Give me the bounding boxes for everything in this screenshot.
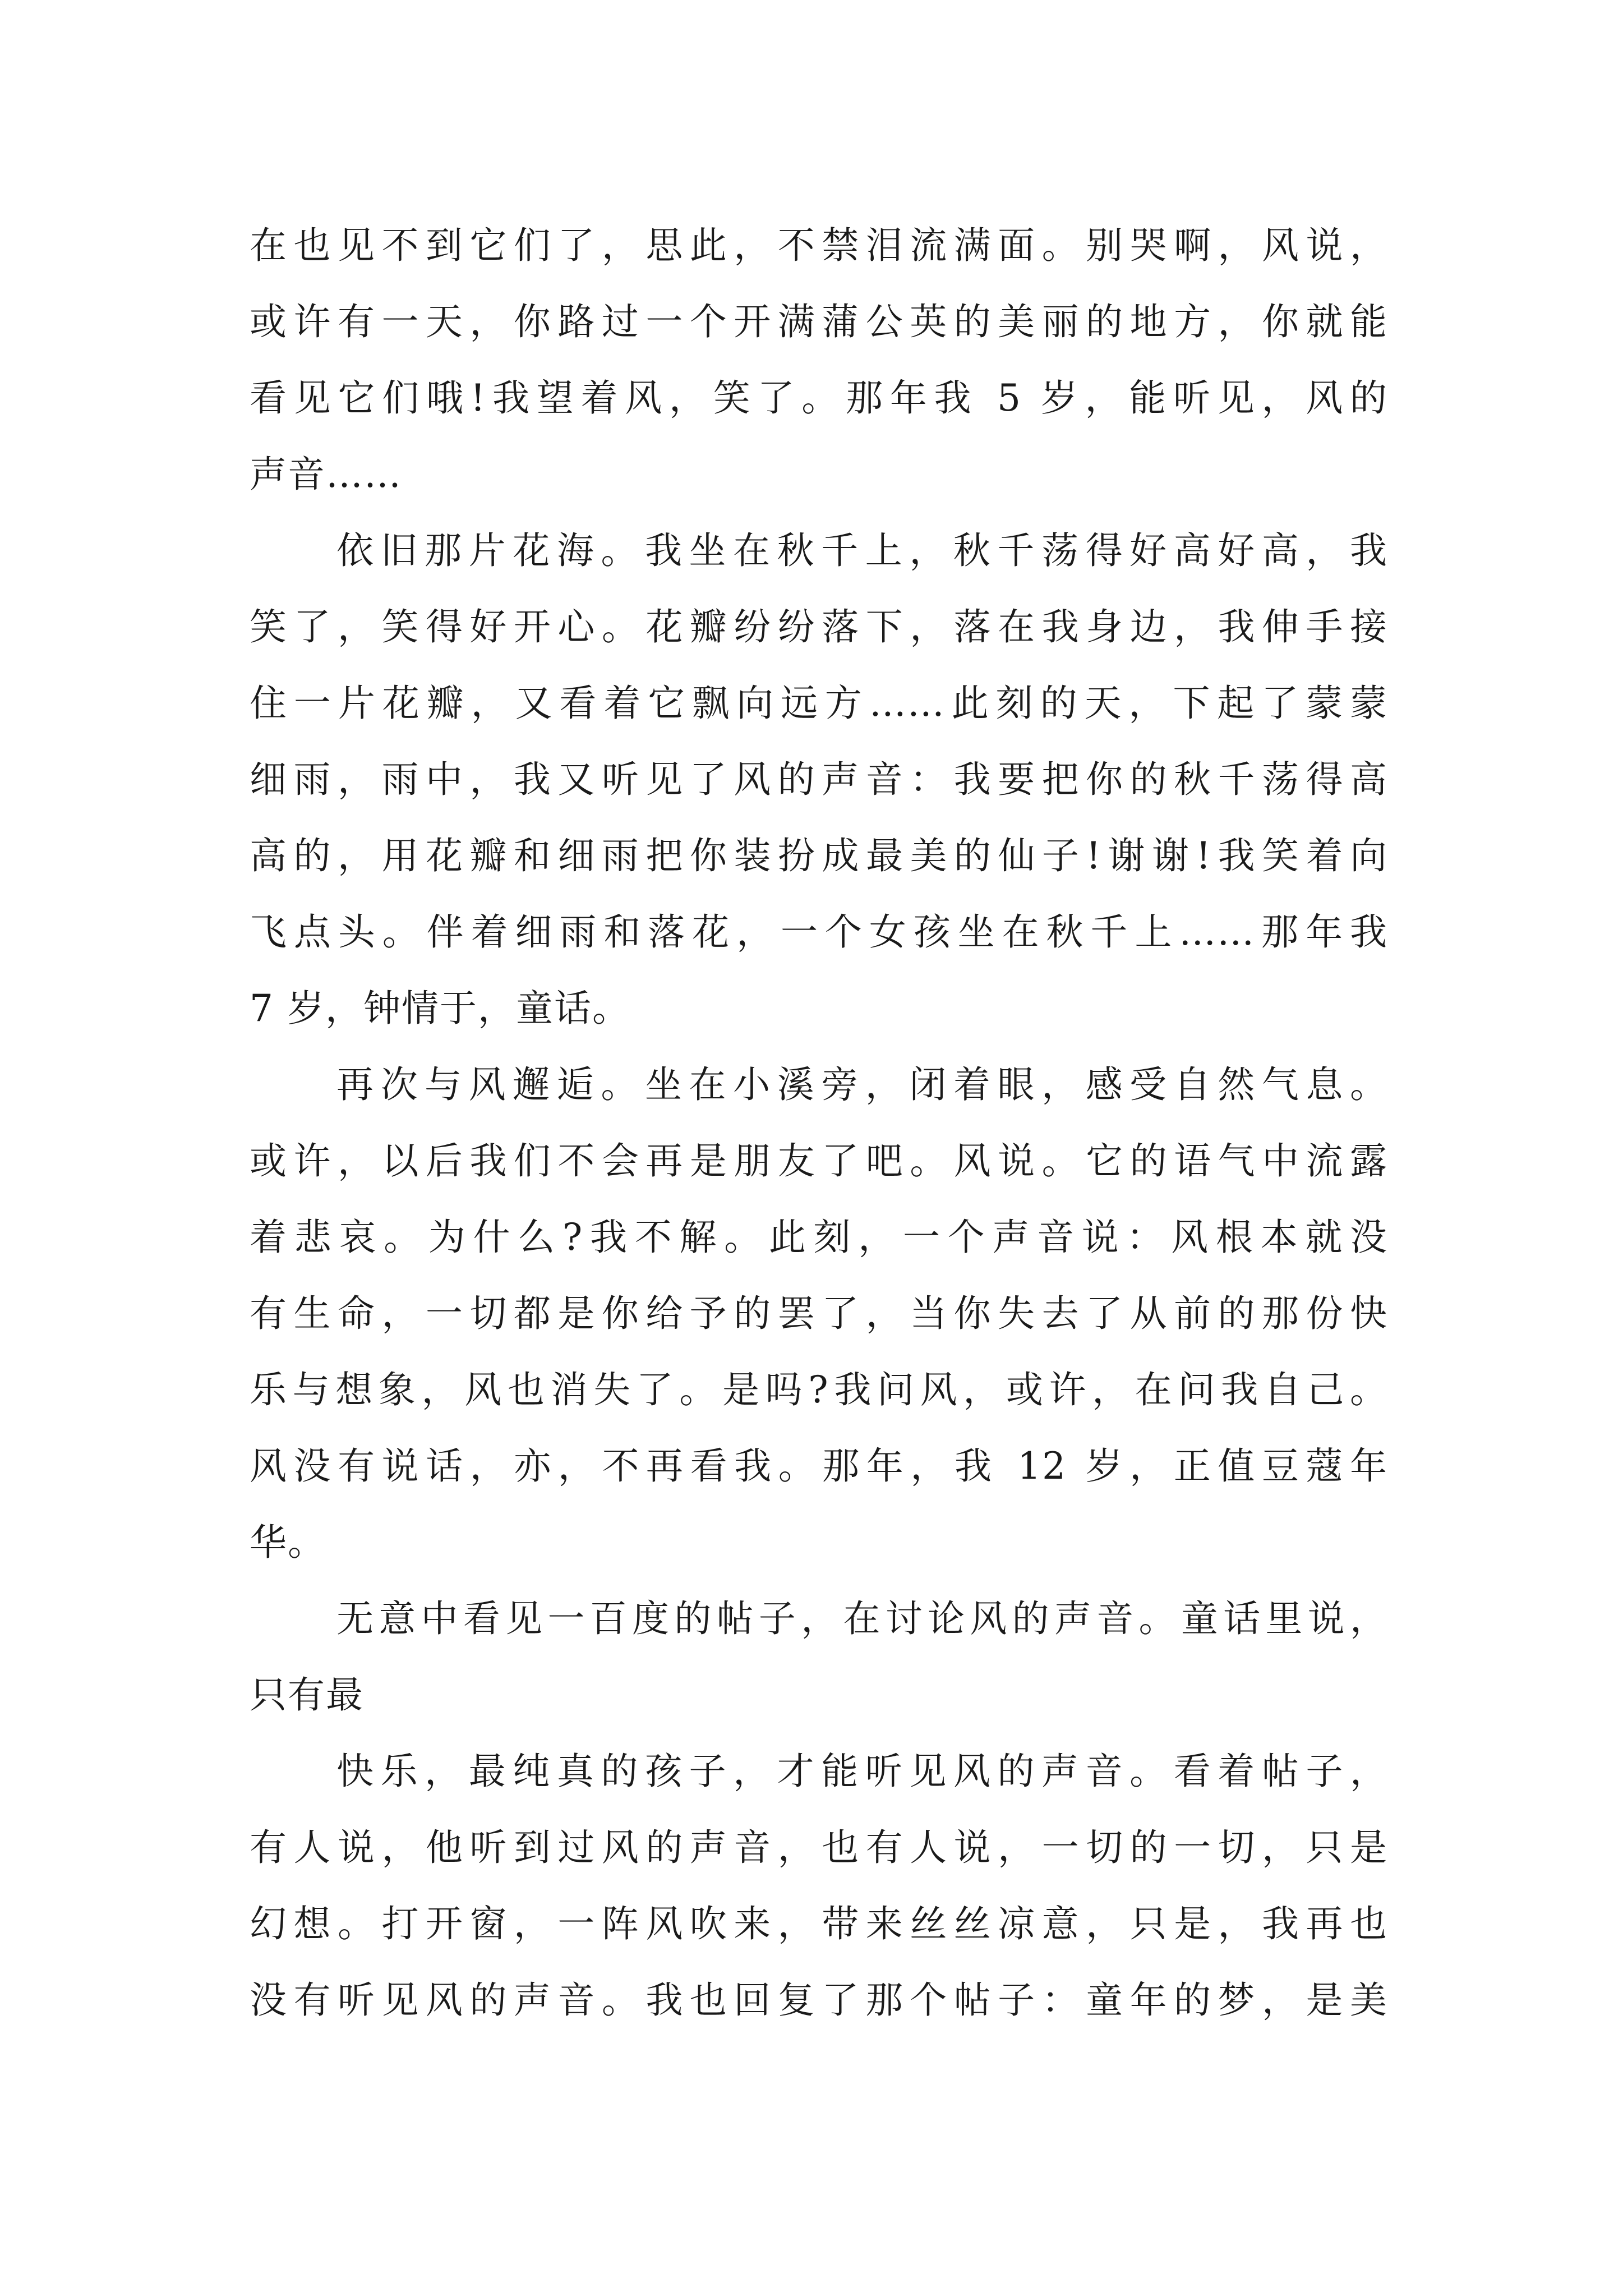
text-line: 着悲哀。为什么?我不解。此刻，一个声音说：风根本就没 <box>250 1216 1388 1259</box>
text-line: 飞点头。伴着细雨和落花，一个女孩坐在秋千上……那年我 <box>250 910 1388 954</box>
text-line: 乐与想象，风也消失了。是吗?我问风，或许，在问我自己。 <box>250 1368 1388 1411</box>
text-line: 高的，用花瓣和细雨把你装扮成最美的仙子!谢谢!我笑着向 <box>250 834 1388 877</box>
text-line: 7 岁，钟情于，童话。 <box>250 987 630 1030</box>
text-line: 或许有一天，你路过一个开满蒲公英的美丽的地方，你就能 <box>250 300 1388 343</box>
text-line: 或许，以后我们不会再是朋友了吧。风说。它的语气中流露 <box>250 1139 1388 1182</box>
text-line: 风没有说话，亦，不再看我。那年，我 12 岁，正值豆蔻年 <box>250 1444 1388 1488</box>
text-line: 无意中看见一百度的帖子，在讨论风的声音。童话里说， <box>336 1597 1388 1640</box>
text-line: 幻想。打开窗，一阵风吹来，带来丝丝凉意，只是，我再也 <box>250 1902 1388 1945</box>
text-line: 有人说，他听到过风的声音，也有人说，一切的一切，只是 <box>250 1826 1388 1869</box>
text-line: 笑了，笑得好开心。花瓣纷纷落下，落在我身边，我伸手接 <box>250 605 1388 648</box>
text-line: 再次与风邂逅。坐在小溪旁，闭着眼，感受自然气息。 <box>336 1063 1388 1106</box>
text-line: 只有最 <box>250 1673 364 1717</box>
text-line: 有生命，一切都是你给予的罢了，当你失去了从前的那份快 <box>250 1292 1388 1335</box>
body-text <box>250 208 1388 2039</box>
text-line: 没有听见风的声音。我也回复了那个帖子：童年的梦，是美 <box>250 1978 1388 2022</box>
text-line: 看见它们哦!我望着风，笑了。那年我 5 岁，能听见，风的 <box>250 376 1388 420</box>
text-line: 细雨，雨中，我又听见了风的声音：我要把你的秋千荡得高 <box>250 758 1388 801</box>
text-line: 住一片花瓣，又看着它飘向远方……此刻的天，下起了蒙蒙 <box>250 682 1388 725</box>
text-line: 在也见不到它们了，思此，不禁泪流满面。别哭啊，风说， <box>250 224 1388 267</box>
text-line: 华。 <box>250 1521 326 1564</box>
text-line: 依旧那片花海。我坐在秋千上，秋千荡得好高好高，我 <box>336 529 1388 572</box>
text-line: 声音…… <box>250 453 402 496</box>
text-line: 快乐，最纯真的孩子，才能听见风的声音。看着帖子， <box>336 1750 1388 1793</box>
